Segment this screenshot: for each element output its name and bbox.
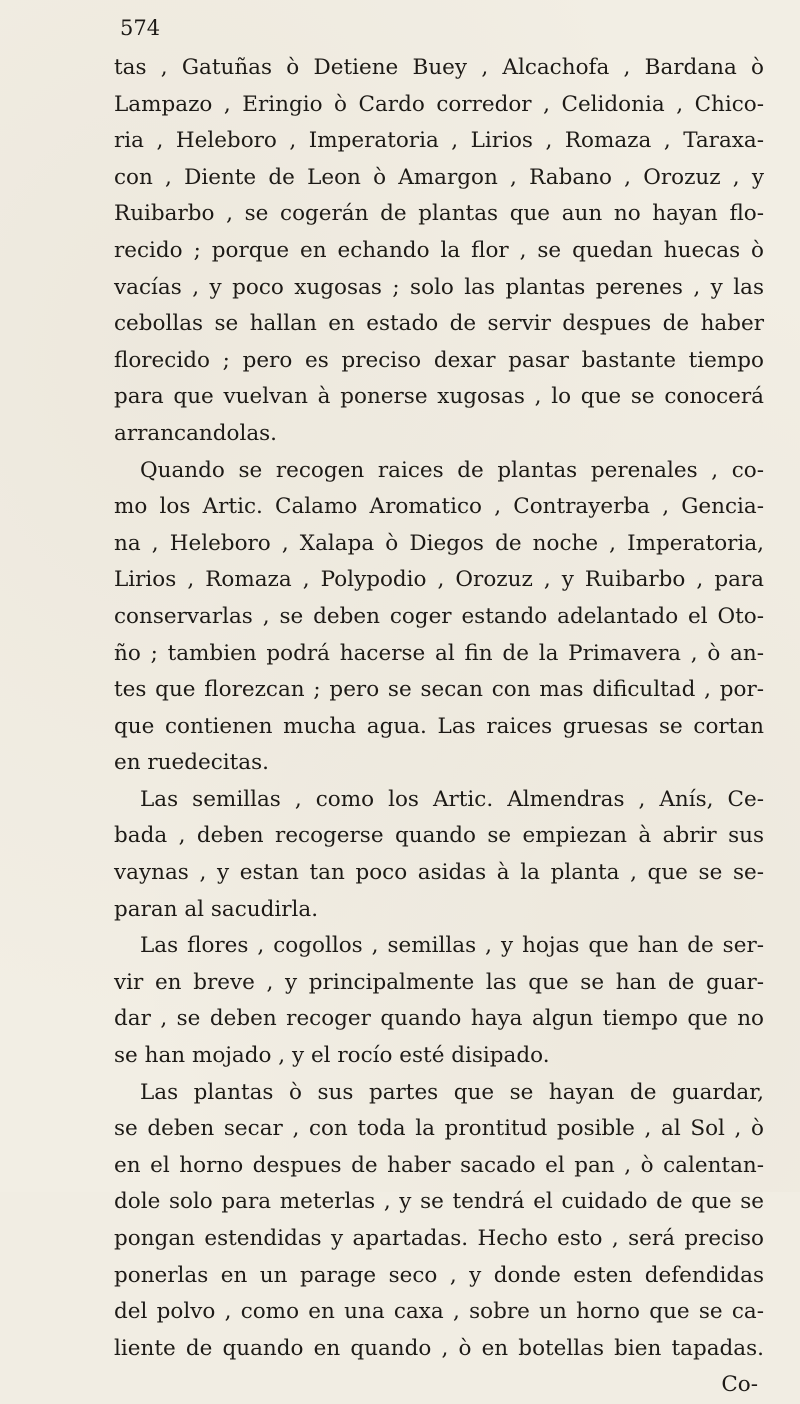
text-line: liente de quando en quando , ò en botellas bien tapadas. [114,1335,764,1361]
text-line: pongan estendidas y apartadas. Hecho esto , será preciso [114,1226,764,1251]
page-number: 574 [120,16,161,40]
text-line: recido ; porque en echando la flor , se quedan huecas ò [114,237,764,263]
text-line: Lirios , Romaza , Polypodio , Orozuz , y Ruibarbo , para [114,567,764,593]
text-line: en ruedecitas. [114,750,269,776]
text-line: para que vuelvan à ponerse xugosas , lo que se conocerá [114,384,764,410]
text-line: Las plantas ò sus partes que se hayan de guardar, [140,1079,764,1105]
text-line: que contienen mucha agua. Las raices gruesas se cortan [114,713,764,739]
text-line: florecido ; pero es preciso dexar pasar bastante tiempo [114,347,764,373]
text-line: conservarlas , se deben coger estando adelantado el Oto- [114,603,764,629]
text-line: se deben secar , con toda la prontitud posible , al Sol , ò [114,1116,764,1142]
text-line: dar , se deben recoger quando haya algun tiempo que no [114,1006,764,1032]
body-text [114,50,764,1404]
text-line: Lampazo , Eringio ò Cardo corredor , Celidonia , Chico- [114,91,764,117]
text-line: ponerlas en un parage seco , y donde esten defendidas [114,1262,764,1288]
text-line: bada , deben recogerse quando se empiezan à abrir sus [114,823,764,849]
text-line: ño ; tambien podrá hacerse al fin de la Primavera , ò an- [114,640,764,666]
catchword: Co- [721,1372,758,1398]
text-line: en el horno despues de haber sacado el pan , ò calentan- [114,1152,764,1178]
text-line: mo los Artic. Calamo Aromatico , Contrayerba , Gencia- [114,494,764,520]
text-line: Quando se recogen raices de plantas perenales , co- [140,457,764,483]
text-line: tas , Gatuñas ò Detiene Buey , Alcachofa , Bardana ò [114,55,764,80]
text-line: se han mojado , y el rocío esté disipado. [114,1043,550,1069]
text-line: con , Diente de Leon ò Amargon , Rabano , Orozuz , y [114,164,764,190]
text-line: ria , Heleboro , Imperatoria , Lirios , Romaza , Taraxa- [114,128,764,154]
text-line: na , Heleboro , Xalapa ò Diegos de noche , Imperatoria, [114,530,764,556]
text-line: paran al sacudirla. [114,896,319,922]
text-line: Las flores , cogollos , semillas , y hojas que han de ser- [140,933,764,959]
text-line: vacías , y poco xugosas ; solo las plantas perenes , y las [114,274,764,300]
text-line: vir en breve , y principalmente las que se han de guar- [114,969,764,995]
text-line: del polvo , como en una caxa , sobre un horno que se ca- [114,1299,764,1325]
text-line: vaynas , y estan tan poco asidas à la planta , que se se- [114,860,764,886]
text-line: cebollas se hallan en estado de servir despues de haber [114,311,764,337]
text-line: Ruibarbo , se cogerán de plantas que aun no hayan flo- [114,201,764,227]
text-line: tes que florezcan ; pero se secan con mas dificultad , por- [114,677,764,703]
text-line: arrancandolas. [114,420,278,446]
text-line: dole solo para meterlas , y se tendrá el cuidado de que se [114,1189,764,1215]
text-line: Las semillas , como los Artic. Almendras , Anís, Ce- [140,786,764,812]
